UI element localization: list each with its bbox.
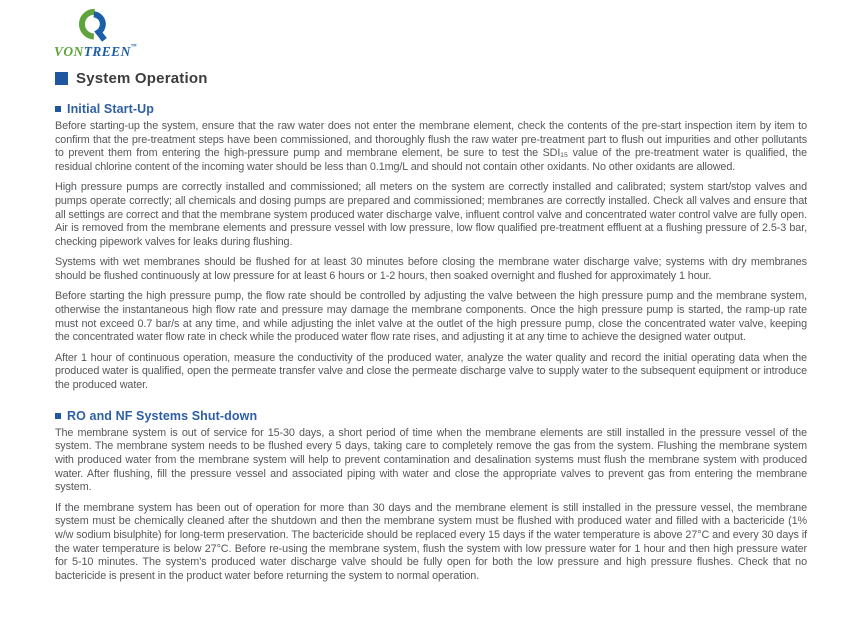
- section-heading-ro-nf-shutdown: [55, 409, 807, 423]
- wordmark-von: VON: [54, 44, 84, 59]
- body-paragraph: If the membrane system has been out of operation for more than 30 days and the membrane element is still installed in the pressure vessel, the membrane system must be chemically cleaned after the shutdown and then the membrane system must be flushed with produced water and filled with a bactericide (1% w/w sodium bisulphite) for long-term preservation. The bactericide should be replaced every 15 days if the water temperature is above 27°C and every 30 days if the water temperature is below 27°C. Before re-using the membrane system, flush the system with low pressure water for 1 hour and then high pressure water for 5-10 minutes. The system's produced water discharge valve should be fully open for both the low pressure and high pressure flushes. Check that no bactericide is present in the product water before returning the system to normal operation.: [55, 501, 807, 583]
- body-paragraph: Systems with wet membranes should be flushed for at least 30 minutes before closing the membrane water discharge valve; systems with dry membranes should be flushed continuously at low pressure for at least 6 hours or 1-2 hours, then soaked overnight and flushed for approximately 1 hour.: [55, 256, 807, 283]
- body-paragraph: Before starting-up the system, ensure that the raw water does not enter the membrane element, check the contents of the pre-start inspection item by item to confirm that the pre-treatment steps have been commissioned, and thoroughly flush the raw water pre-treatment part to flush out impurities and other pollutants to prevent them from entering the high-pressure pump and membrane element, be sure to test the SDI₁₅ value of the pre-treatment water is qualified, the residual chlorine content of the incoming water should be less than 0.1mg/L and should not contain other oxidants. No other oxidants are allowed.: [55, 120, 807, 174]
- document-content: [55, 70, 807, 590]
- body-paragraph: After 1 hour of continuous operation, measure the conductivity of the produced water, analyze the water quality and record the initial operating data when the produced water is qualified, open the permeate transfer valve and close the permeate discharge valve to supply water to the subsequent equipment or introduce the produced water.: [55, 351, 807, 391]
- body-paragraph: Before starting the high pressure pump, the flow rate should be controlled by adjusting the valve between the high pressure pump and the membrane system, otherwise the instantaneous high flow rate and pressure may damage the membrane components. Once the high pressure pump is started, the ramp-up rate must not exceed 0.7 bar/s at any time, and while adjusting the inlet valve at the outlet of the high pressure pump, close the concentrated water valve, keeping the concentrated water flow rate in check while the produced water flow rate rises, and adjusting it at any time to achieve the designed water output.: [55, 290, 807, 344]
- section-heading-initial-start-up: [55, 102, 807, 116]
- vontreen-logo-icon: [76, 7, 110, 43]
- section-bullet-square: [55, 106, 61, 112]
- section-bullet-square: [55, 413, 61, 419]
- body-paragraph: The membrane system is out of service for 15-30 days, a short period of time when the membrane elements are still installed in the pressure vessel of the system. The membrane system needs to be flushed every 5 days, taking care to completely remove the gas from the system. Flushing the membrane system with produced water from the membrane system will help to prevent contamination and desalination systems must flush the membrane system with produced water. After flushing, fill the pressure vessel and associated piping with water and close the appropriate valves to prevent gas from entering the membrane system.: [55, 426, 807, 494]
- vontreen-logo: [54, 7, 138, 60]
- page-title-text: System Operation: [76, 70, 208, 87]
- section-ro-nf-shutdown: [55, 409, 807, 584]
- section-heading-text: RO and NF Systems Shut-down: [67, 408, 258, 423]
- body-paragraph: High pressure pumps are correctly installed and commissioned; all meters on the system are correctly installed and calibrated; system start/stop valves and pumps operate correctly; all chemicals and dosing pumps are prepared and commissioned; membranes are correctly installed. Check all valves and ensure that all settings are correct and that the membrane system produced water discharge valve, influent control valve and concentrated water control valve are fully open. Air is removed from the membrane elements and pressure vessel with low pressure, low flow qualified pre-treatment effluent at a flushing pressure of 2.5-3 bar, checking pipework valves for leaks during flushing.: [55, 181, 807, 249]
- title-bullet-square: [55, 72, 68, 85]
- section-heading-text: Initial Start-Up: [67, 102, 155, 116]
- page-title: [55, 70, 807, 87]
- vontreen-wordmark: [54, 44, 138, 60]
- section-initial-start-up: [55, 102, 807, 393]
- trademark-symbol: ™: [130, 44, 138, 50]
- wordmark-treen: TREEN: [83, 44, 131, 59]
